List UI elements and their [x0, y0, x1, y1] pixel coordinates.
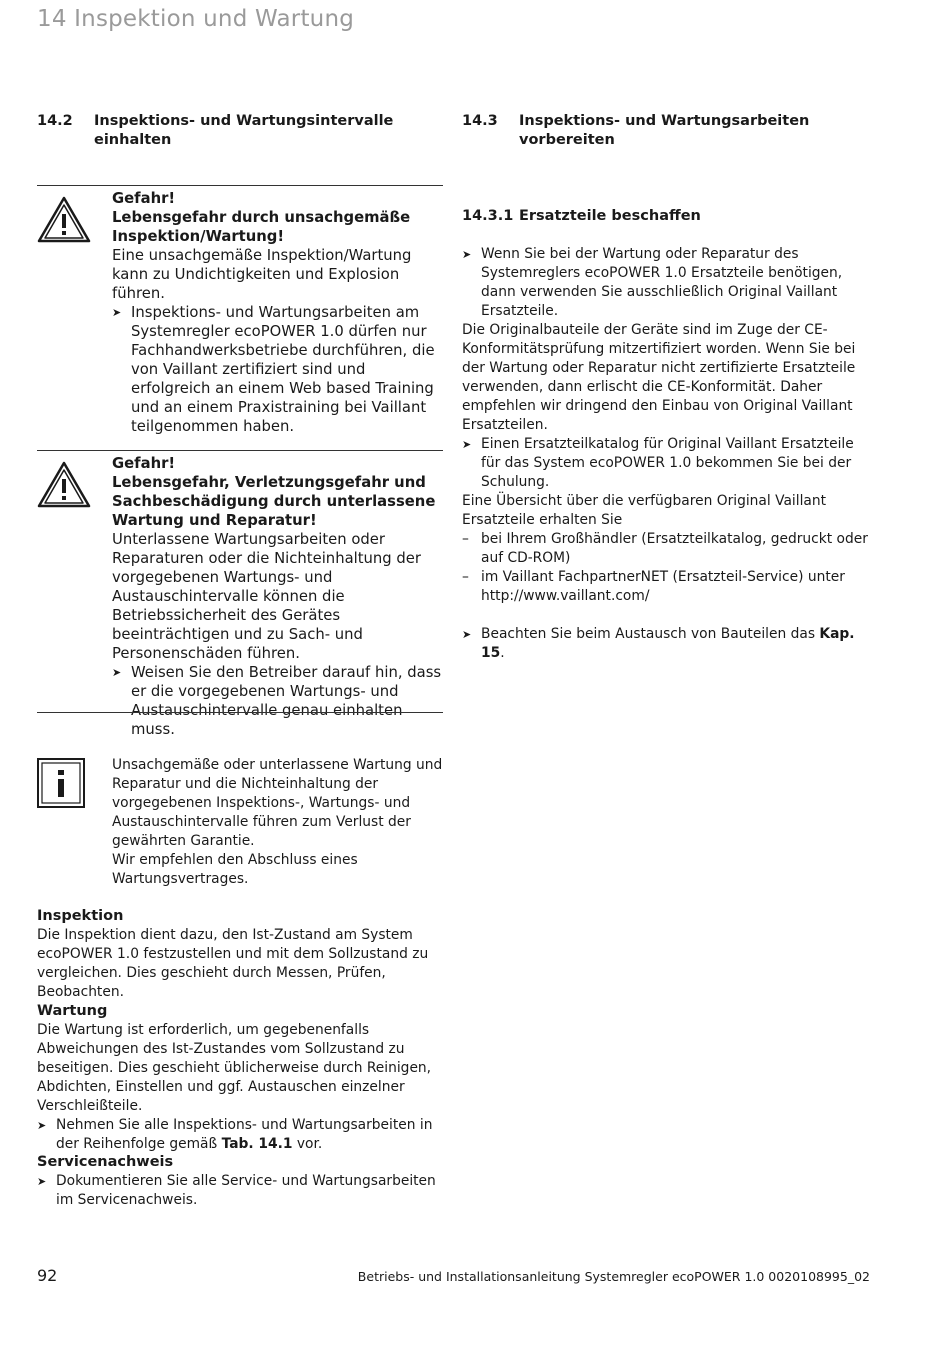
arrow-bullet-icon: ➤	[37, 1175, 47, 1188]
arrow-bullet-icon: ➤	[37, 1119, 47, 1132]
warning-body	[112, 189, 444, 436]
instruction-text: Beachten Sie beim Austausch von Bauteilen das	[481, 626, 820, 642]
paragraph: Eine Übersicht über die verfügbaren Original Vaillant Ersatzteile erhalten Sie	[462, 493, 827, 528]
arrow-bullet-icon: ➤	[462, 438, 472, 451]
servicenachweis-instruction	[37, 1172, 445, 1210]
chapter-title: 14 Inspektion und Wartung	[37, 6, 355, 32]
info-text: Unsachgemäße oder unterlassene Wartung und Reparatur und die Nichteinhaltung der vorgegebenen Inspektions-, Wartungs- und Austauschintervalle führen zum Verlust der gewährten Garantie.	[112, 757, 443, 849]
instruction-item	[462, 625, 872, 663]
instruction-text: Inspektions- und Wartungsarbeiten am Systemregler ecoPOWER 1.0 dürfen nur Fachhandwerksbetriebe durchführen, die von Vaillant zertifiziert sind und erfolgreich an einem Web based Training und an einem Praxistraining bei Vaillant teilgenommen haben.	[131, 304, 435, 435]
arrow-bullet-icon: ➤	[462, 248, 472, 261]
dash-bullet: –	[462, 569, 469, 585]
list-item	[462, 530, 872, 568]
instruction-text: Nehmen Sie alle Inspektions- und Wartungsarbeiten in der Reihenfolge gemäß	[56, 1117, 433, 1152]
wartung-block	[37, 1002, 445, 1154]
section-title: Inspektions- und Wartungsintervalle einhalten	[94, 113, 394, 148]
dash-bullet: –	[462, 531, 469, 547]
arrow-bullet-icon: ➤	[462, 628, 472, 641]
wartung-text: Die Wartung ist erforderlich, um gegebenenfalls Abweichungen des Ist-Zustandes vom Sollzustand zu beseitigen. Dies geschieht üblicherweise durch Reinigen, Abdichten, Einstellen und ggf. Austauschen einzelner Verschleißteile.	[37, 1022, 432, 1114]
wartung-heading: Wartung	[37, 1003, 108, 1019]
divider	[37, 712, 443, 713]
chapter-reference[interactable]: Kap. 15	[481, 626, 855, 661]
danger-warning-1	[37, 185, 443, 450]
warning-text: Eine unsachgemäße Inspektion/Wartung kann zu Undichtigkeiten und Explosion führen.	[112, 247, 412, 302]
info-icon	[37, 758, 85, 808]
section-number: 14.3	[462, 113, 498, 129]
warning-triangle-icon	[37, 196, 91, 244]
page-number: 92	[37, 1266, 58, 1285]
warning-triangle-icon	[37, 461, 91, 509]
warning-title: Lebensgefahr, Verletzungsgefahr und Sachbeschädigung durch unterlassene Wartung und Reparatur!	[112, 474, 436, 529]
warning-instruction	[112, 663, 444, 739]
instruction-text-end: vor.	[292, 1136, 323, 1152]
servicenachweis-block	[37, 1153, 445, 1210]
paragraph: Die Originalbauteile der Geräte sind im Zuge der CE-Konformitätsprüfung mitzertifiziert worden. Wenn Sie bei der Wartung oder Reparatur nicht zertifizierte Ersatzteile verwenden, dann erlischt die CE-Konformität. Daher empfehlen wir dringend den Einbau von Original Vaillant Ersatzteilen.	[462, 322, 856, 433]
warning-label: Gefahr!	[112, 455, 176, 472]
ersatzteile-content	[462, 245, 872, 663]
table-reference[interactable]: Tab. 14.1	[221, 1136, 293, 1152]
subsection-title: Ersatzteile beschaffen	[519, 208, 701, 224]
instruction-item	[462, 245, 872, 321]
subsection-number: 14.3.1	[462, 208, 514, 224]
section-title: Inspektions- und Wartungsarbeiten vorbereiten	[519, 113, 810, 148]
section-number: 14.2	[37, 113, 73, 129]
danger-warning-2	[37, 450, 443, 738]
instruction-text: Dokumentieren Sie alle Service- und Wartungsarbeiten im Servicenachweis.	[56, 1173, 436, 1208]
info-recommendation: Wir empfehlen den Abschluss eines Wartungsvertrages.	[112, 852, 358, 887]
inspektion-block	[37, 907, 445, 1002]
instruction-text: Einen Ersatzteilkatalog für Original Vaillant Ersatzteile für das System ecoPOWER 1.0 bekommen Sie bei der Schulung.	[481, 436, 854, 490]
servicenachweis-heading: Servicenachweis	[37, 1154, 174, 1170]
list-item	[462, 568, 872, 606]
wartung-instruction	[37, 1116, 445, 1154]
arrow-bullet-icon: ➤	[112, 666, 122, 679]
list-item-text: bei Ihrem Großhändler (Ersatzteilkatalog, gedruckt oder auf CD-ROM)	[481, 531, 868, 566]
warning-body	[112, 454, 444, 739]
arrow-bullet-icon: ➤	[112, 306, 122, 319]
instruction-item	[462, 435, 872, 492]
list-item-text: im Vaillant FachpartnerNET (Ersatzteil-Service) unter http://www.vaillant.com/	[481, 569, 845, 604]
instruction-text: Weisen Sie den Betreiber darauf hin, dass er die vorgegebenen Wartungs- und Austauschintervalle genau einhalten muss.	[131, 664, 442, 738]
warning-title: Lebensgefahr durch unsachgemäße Inspektion/Wartung!	[112, 209, 411, 245]
instruction-text: Wenn Sie bei der Wartung oder Reparatur des Systemreglers ecoPOWER 1.0 Ersatzteile benötigen, dann verwenden Sie ausschließlich Original Vaillant Ersatzteile.	[481, 246, 843, 319]
warning-text: Unterlassene Wartungsarbeiten oder Reparaturen oder die Nichteinhaltung der vorgegebenen Wartungs- und Austauschintervalle können die Betriebssicherheit des Gerätes beeinträchtigen und zu Sach- und Personenschäden führen.	[112, 531, 421, 662]
inspektion-heading: Inspektion	[37, 908, 124, 924]
inspektion-text: Die Inspektion dient dazu, den Ist-Zustand am System ecoPOWER 1.0 festzustellen und mit dem Sollzustand zu vergleichen. Dies geschieht durch Messen, Prüfen, Beobachten.	[37, 927, 429, 1000]
warning-instruction	[112, 303, 444, 436]
instruction-text-end: .	[500, 645, 505, 661]
warning-label: Gefahr!	[112, 190, 176, 207]
document-title: Betriebs- und Installationsanleitung Systemregler ecoPOWER 1.0 0020108995_02	[357, 1269, 870, 1284]
info-note	[112, 756, 447, 889]
